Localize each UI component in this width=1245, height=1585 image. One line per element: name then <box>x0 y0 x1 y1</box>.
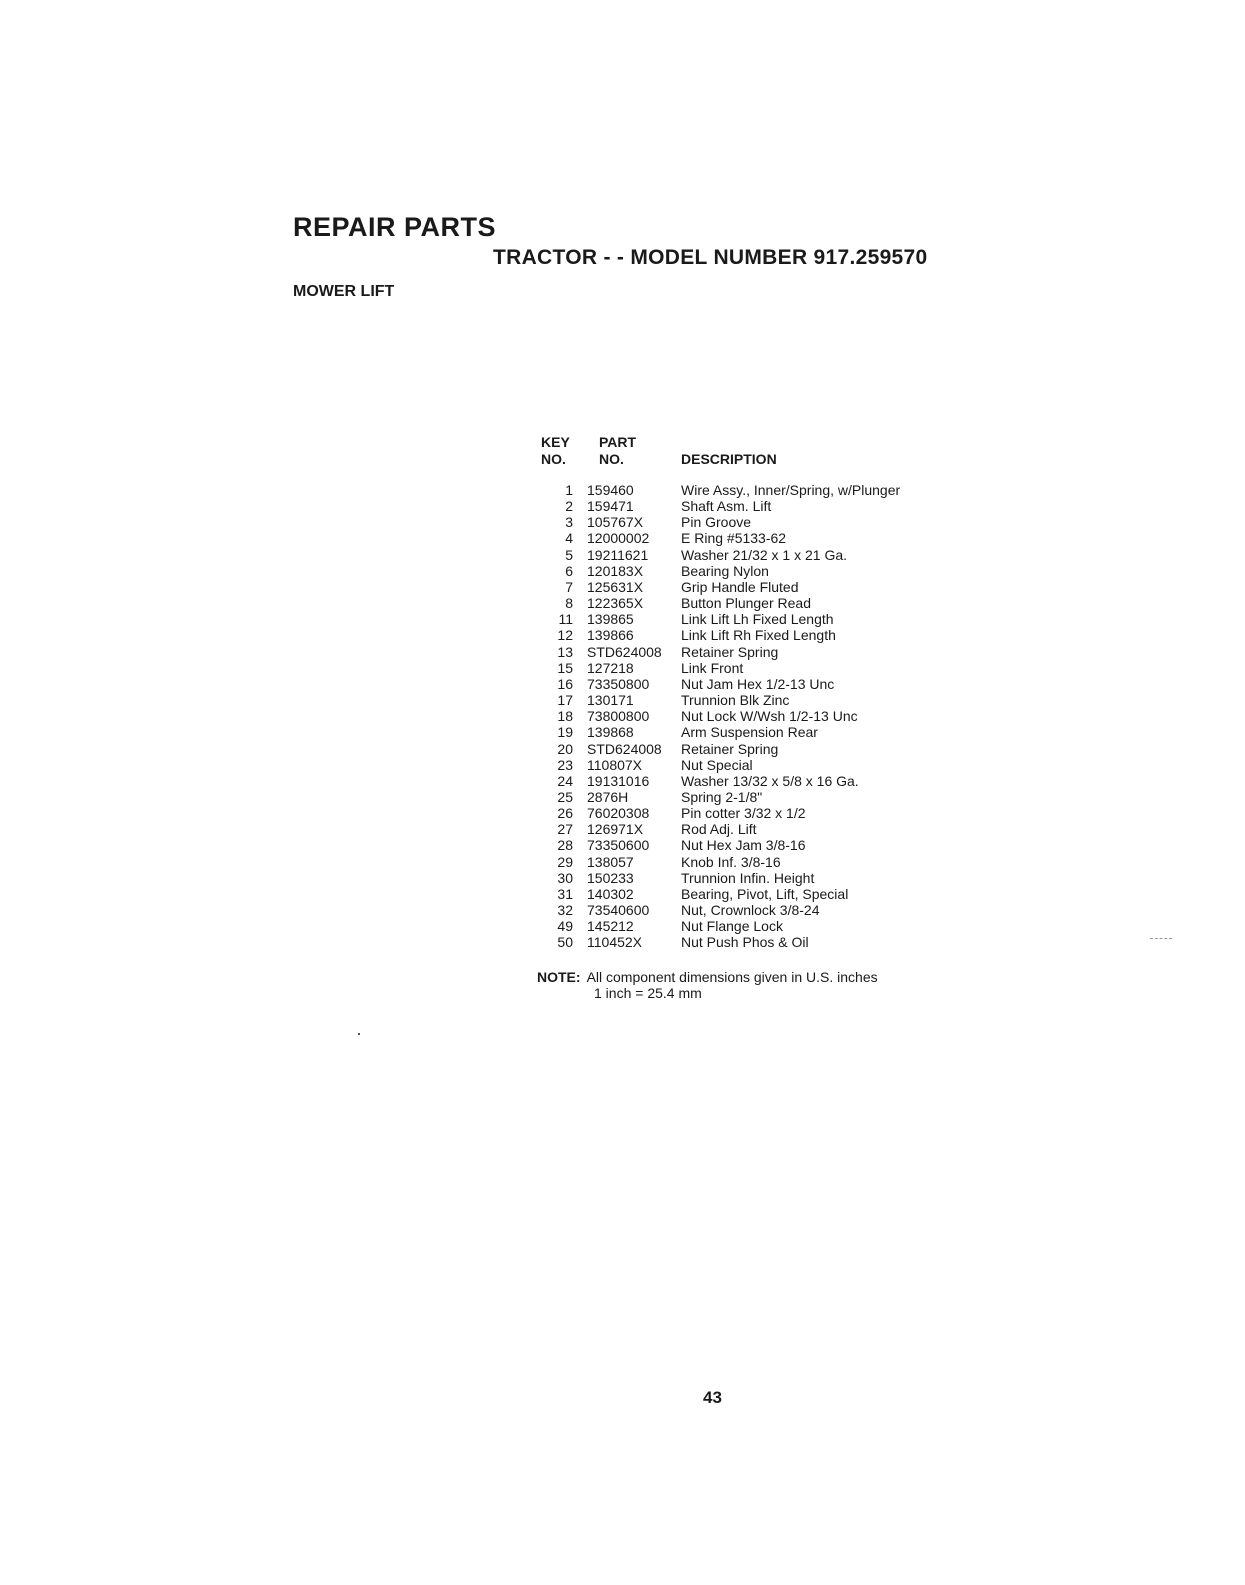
part-number-cell: 159471 <box>587 498 634 515</box>
description-cell: Arm Suspension Rear <box>681 724 818 741</box>
table-row <box>541 482 900 498</box>
part-number-cell: 105767X <box>587 514 644 531</box>
description-cell: Nut Push Phos & Oil <box>681 934 809 951</box>
table-row <box>541 676 900 692</box>
description-cell: Link Lift Rh Fixed Length <box>681 627 836 644</box>
table-row <box>541 934 900 950</box>
key-number-cell: 5 <box>565 546 573 563</box>
table-row <box>541 627 900 643</box>
part-number-cell: 73540600 <box>587 902 650 919</box>
parts-table <box>541 434 900 951</box>
key-number-cell: 7 <box>565 578 573 595</box>
key-number-cell: 31 <box>557 885 573 902</box>
description-cell: Nut Jam Hex 1/2-13 Unc <box>681 675 835 692</box>
part-number-cell: 138057 <box>587 853 634 870</box>
key-header-line1: KEY <box>541 434 570 450</box>
description-cell: Bearing Nylon <box>681 562 769 579</box>
part-number-cell: 120183X <box>587 562 644 579</box>
part-number-cell: 139865 <box>587 611 634 628</box>
table-row <box>541 837 900 853</box>
part-no-header <box>587 434 681 468</box>
key-number-cell: 2 <box>565 498 573 515</box>
key-number-cell: 16 <box>557 675 573 692</box>
key-number-cell: 30 <box>557 869 573 886</box>
table-row <box>541 579 900 595</box>
key-number-cell: 28 <box>557 837 573 854</box>
description-cell: Button Plunger Read <box>681 595 811 612</box>
part-number-cell: 73350600 <box>587 837 650 854</box>
description-cell: Washer 13/32 x 5/8 x 16 Ga. <box>681 772 859 789</box>
part-number-cell: 130171 <box>587 692 634 709</box>
description-cell: E Ring #5133-62 <box>681 530 787 547</box>
table-row <box>541 708 900 724</box>
table-row <box>541 902 900 918</box>
description-cell: Retainer Spring <box>681 740 779 757</box>
part-number-cell: 19131016 <box>587 772 650 789</box>
description-cell: Trunnion Infin. Height <box>681 869 815 886</box>
part-number-cell: 110807X <box>587 756 643 773</box>
key-number-cell: 26 <box>557 805 573 822</box>
table-row <box>541 595 900 611</box>
note-label: NOTE: <box>537 969 581 985</box>
table-row <box>541 514 900 530</box>
key-number-cell: 24 <box>557 772 573 789</box>
scan-edge-mark <box>1150 938 1172 939</box>
description-cell: Nut, Crownlock 3/8-24 <box>681 902 820 919</box>
part-number-cell: 159460 <box>587 482 634 498</box>
description-cell: Pin cotter 3/32 x 1/2 <box>681 805 806 822</box>
description-cell: Pin Groove <box>681 514 752 531</box>
parts-table-body <box>541 482 900 951</box>
part-number-cell: 110452X <box>587 934 643 951</box>
key-no-header <box>541 434 587 468</box>
key-number-cell: 19 <box>557 724 573 741</box>
part-number-cell: 140302 <box>587 885 634 902</box>
part-number-cell: 2876H <box>587 788 629 805</box>
description-cell: Trunnion Blk Zinc <box>681 692 790 709</box>
note-line1: All component dimensions given in U.S. inches <box>586 969 878 985</box>
table-row <box>541 741 900 757</box>
part-number-cell: 139866 <box>587 627 634 644</box>
description-cell: Grip Handle Fluted <box>681 578 799 595</box>
part-number-cell: 76020308 <box>587 805 650 822</box>
key-number-cell: 32 <box>557 902 573 919</box>
table-row <box>541 660 900 676</box>
dimension-note <box>537 969 878 1001</box>
header-spacer <box>541 468 900 482</box>
key-number-cell: 29 <box>557 853 573 870</box>
part-number-cell: 19211621 <box>587 546 649 563</box>
key-number-cell: 1 <box>565 482 573 498</box>
description-cell: Link Front <box>681 659 744 676</box>
table-row <box>541 547 900 563</box>
table-row <box>541 757 900 773</box>
table-row <box>541 563 900 579</box>
table-row <box>541 854 900 870</box>
table-row <box>541 692 900 708</box>
key-number-cell: 6 <box>565 562 573 579</box>
table-row <box>541 530 900 546</box>
key-number-cell: 12 <box>557 627 573 644</box>
part-number-cell: 150233 <box>587 869 634 886</box>
section-title: MOWER LIFT <box>293 283 395 300</box>
part-number-cell: STD624008 <box>587 740 662 757</box>
table-row <box>541 611 900 627</box>
description-cell: Nut Special <box>681 756 753 773</box>
key-number-cell: 17 <box>557 692 573 709</box>
table-row <box>541 773 900 789</box>
part-number-cell: 73800800 <box>587 708 650 725</box>
table-row <box>541 918 900 934</box>
model-number-title: TRACTOR - - MODEL NUMBER 917.259570 <box>493 246 928 269</box>
description-cell: Wire Assy., Inner/Spring, w/Plunger <box>681 482 901 498</box>
key-number-cell: 18 <box>557 708 573 725</box>
description-cell: Rod Adj. Lift <box>681 821 757 838</box>
parts-table-header <box>541 434 900 482</box>
page-number: 43 <box>703 1388 722 1407</box>
key-number-cell: 3 <box>565 514 573 531</box>
part-number-cell: 125631X <box>587 578 644 595</box>
description-header: DESCRIPTION <box>681 451 777 467</box>
part-number-cell: 127218 <box>587 659 634 676</box>
description-cell: Washer 21/32 x 1 x 21 Ga. <box>681 546 848 563</box>
key-number-cell: 50 <box>557 934 573 951</box>
part-number-cell: 139868 <box>587 724 634 741</box>
description-cell: Bearing, Pivot, Lift, Special <box>681 885 849 902</box>
key-number-cell: 20 <box>557 740 573 757</box>
key-number-cell: 11 <box>558 611 573 628</box>
part-number-cell: 126971X <box>587 821 644 838</box>
key-number-cell: 8 <box>565 595 573 612</box>
table-row <box>541 724 900 740</box>
scan-speck <box>358 1033 360 1035</box>
key-number-cell: 27 <box>557 821 573 838</box>
description-cell: Shaft Asm. Lift <box>681 498 772 515</box>
header-row <box>541 434 900 468</box>
part-number-cell: 122365X <box>587 595 644 612</box>
table-row <box>541 789 900 805</box>
description-cell: Nut Flange Lock <box>681 918 783 935</box>
key-number-cell: 49 <box>557 918 573 935</box>
description-cell: Retainer Spring <box>681 643 779 660</box>
key-number-cell: 4 <box>565 530 573 547</box>
table-row <box>541 886 900 902</box>
key-number-cell: 23 <box>557 756 573 773</box>
description-cell: Nut Hex Jam 3/8-16 <box>681 837 806 854</box>
part-number-cell: 12000002 <box>587 530 650 547</box>
table-row <box>541 498 900 514</box>
description-cell: Nut Lock W/Wsh 1/2-13 Unc <box>681 708 858 725</box>
table-row <box>541 821 900 837</box>
part-header-line1: PART <box>599 434 637 450</box>
key-number-cell: 13 <box>557 643 573 660</box>
description-cell: Link Lift Lh Fixed Length <box>681 611 834 628</box>
description-cell: Spring 2-1/8" <box>681 788 763 805</box>
key-header-line2: NO. <box>541 451 566 467</box>
part-number-cell: STD624008 <box>587 643 662 660</box>
note-line2: 1 inch = 25.4 mm <box>594 985 702 1001</box>
table-row <box>541 805 900 821</box>
key-number-cell: 25 <box>557 788 573 805</box>
part-header-line2: NO. <box>599 451 624 467</box>
key-number-cell: 15 <box>557 659 573 676</box>
table-row <box>541 644 900 660</box>
part-number-cell: 73350800 <box>587 675 650 692</box>
part-number-cell: 145212 <box>587 918 634 935</box>
table-row <box>541 870 900 886</box>
description-cell: Knob Inf. 3/8-16 <box>681 853 781 870</box>
page-title: REPAIR PARTS <box>293 212 497 242</box>
